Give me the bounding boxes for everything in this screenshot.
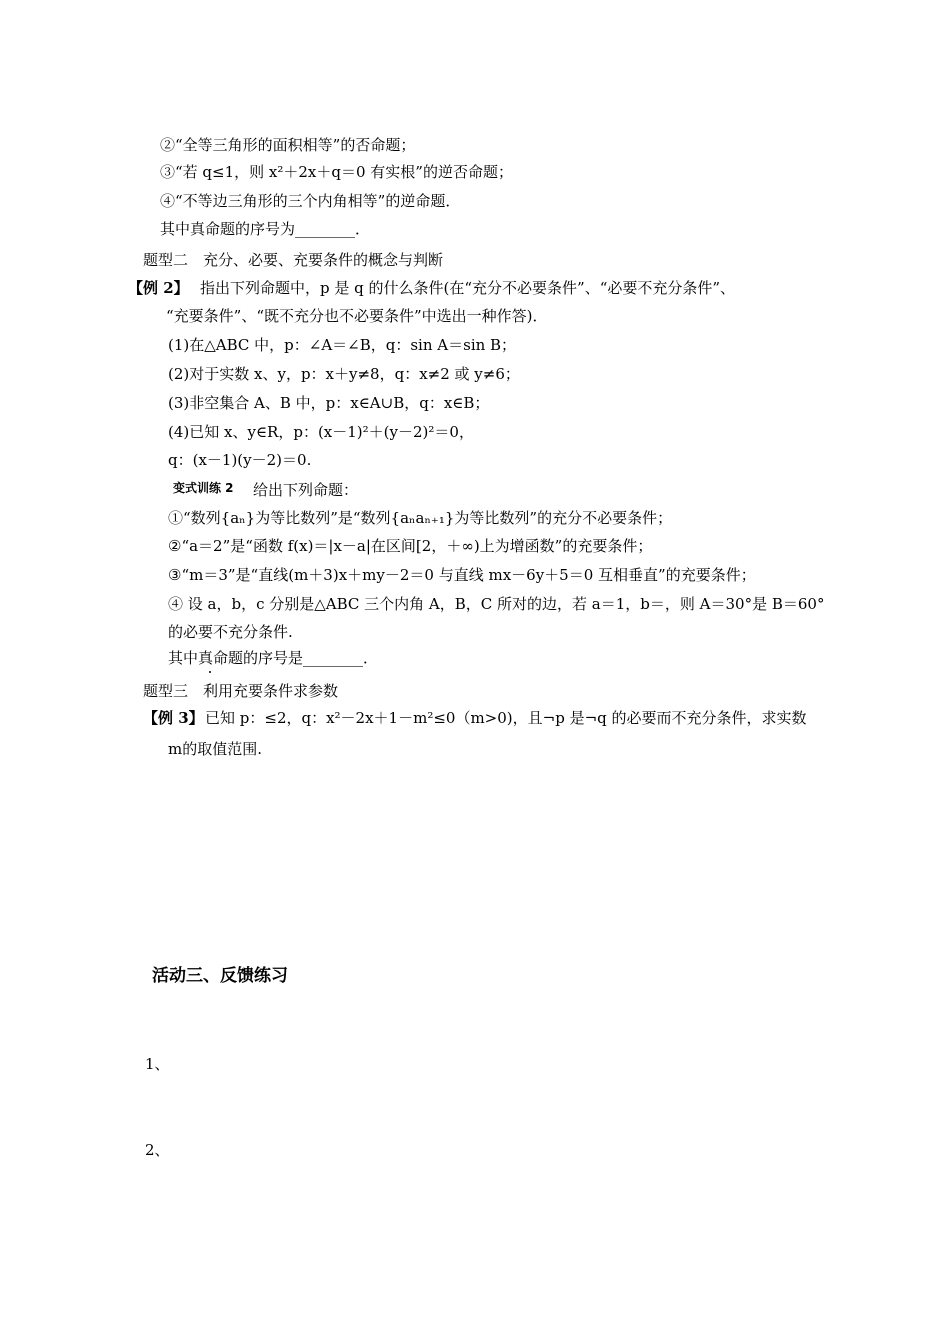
section-title-type2: 题型二 充分、必要、充要条件的概念与判断 — [143, 251, 444, 269]
example-2-text: 指出下列命题中，p 是 q 的什么条件(在“充分不必要条件”、“必要不充分条件”、 — [200, 279, 736, 297]
variant-2-label: 变式训练 2 — [173, 481, 234, 495]
question-2: (2)对于实数 x、y，p：x＋y≠8，q：x≠2 或 y≠6； — [168, 365, 520, 383]
example-2-text-cont: “充要条件”、“既不充分也不必要条件”中选出一种作答)． — [166, 307, 548, 325]
item-2: ②“全等三角形的面积相等”的否命题； — [160, 136, 416, 154]
answer-prompt-2: 其中真命题的序号是________． — [168, 649, 379, 667]
question-4-cont: q：(x－1)(y－2)＝0. — [168, 451, 312, 469]
question-4: (4)已知 x、y∈R，p：(x－1)²＋(y－2)²＝0， — [168, 423, 474, 441]
exercise-2: 2、 — [145, 1141, 170, 1159]
variant-item-3: ③“m＝3”是“直线(m＋3)x＋my－2＝0 与直线 mx－6y＋5＝0 互相垂直”的充要条件； — [168, 566, 756, 584]
example-3-label: 【例 3】 — [143, 709, 204, 727]
example-3-text: 已知 p：≤2，q：x²－2x＋1－m²≤0（m>0)，且¬p 是¬q 的必要而不充分条件，求实数 — [205, 709, 807, 727]
question-3: (3)非空集合 A、B 中，p：x∈A∪B，q：x∈B； — [168, 394, 490, 412]
activity-3-title: 活动三、反馈练习 — [152, 966, 288, 986]
answer-prompt-1: 其中真命题的序号为________． — [160, 220, 371, 238]
variant-item-4-cont: 的必要不充分条件. — [168, 623, 293, 641]
item-4: ④“不等边三角形的三个内角相等”的逆命题． — [160, 192, 461, 210]
exercise-1: 1、 — [145, 1055, 170, 1073]
question-1: (1)在△ABC 中，p：∠A＝∠B，q：sin A＝sin B； — [168, 336, 517, 354]
variant-item-1: ①“数列{aₙ}为等比数列”是“数列{aₙaₙ₊₁}为等比数列”的充分不必要条件； — [168, 509, 673, 527]
example-3-text-cont: m的取值范围. — [168, 740, 262, 758]
stray-dot — [209, 671, 211, 673]
example-2-label: 【例 2】 — [128, 279, 189, 297]
variant-2-intro: 给出下列命题： — [253, 481, 359, 499]
item-3: ③“若 q≤1，则 x²＋2x＋q＝0 有实根”的逆否命题； — [160, 163, 513, 181]
variant-item-2: ②“a＝2”是“函数 f(x)＝|x－a|在区间[2，＋∞)上为增函数”的充要条件； — [168, 537, 653, 555]
variant-item-4: ④ 设 a，b，c 分别是△ABC 三个内角 A，B，C 所对的边，若 a＝1，b＝，则 A＝30°是 B＝60° — [168, 595, 825, 613]
section-title-type3: 题型三 利用充要条件求参数 — [143, 682, 339, 700]
